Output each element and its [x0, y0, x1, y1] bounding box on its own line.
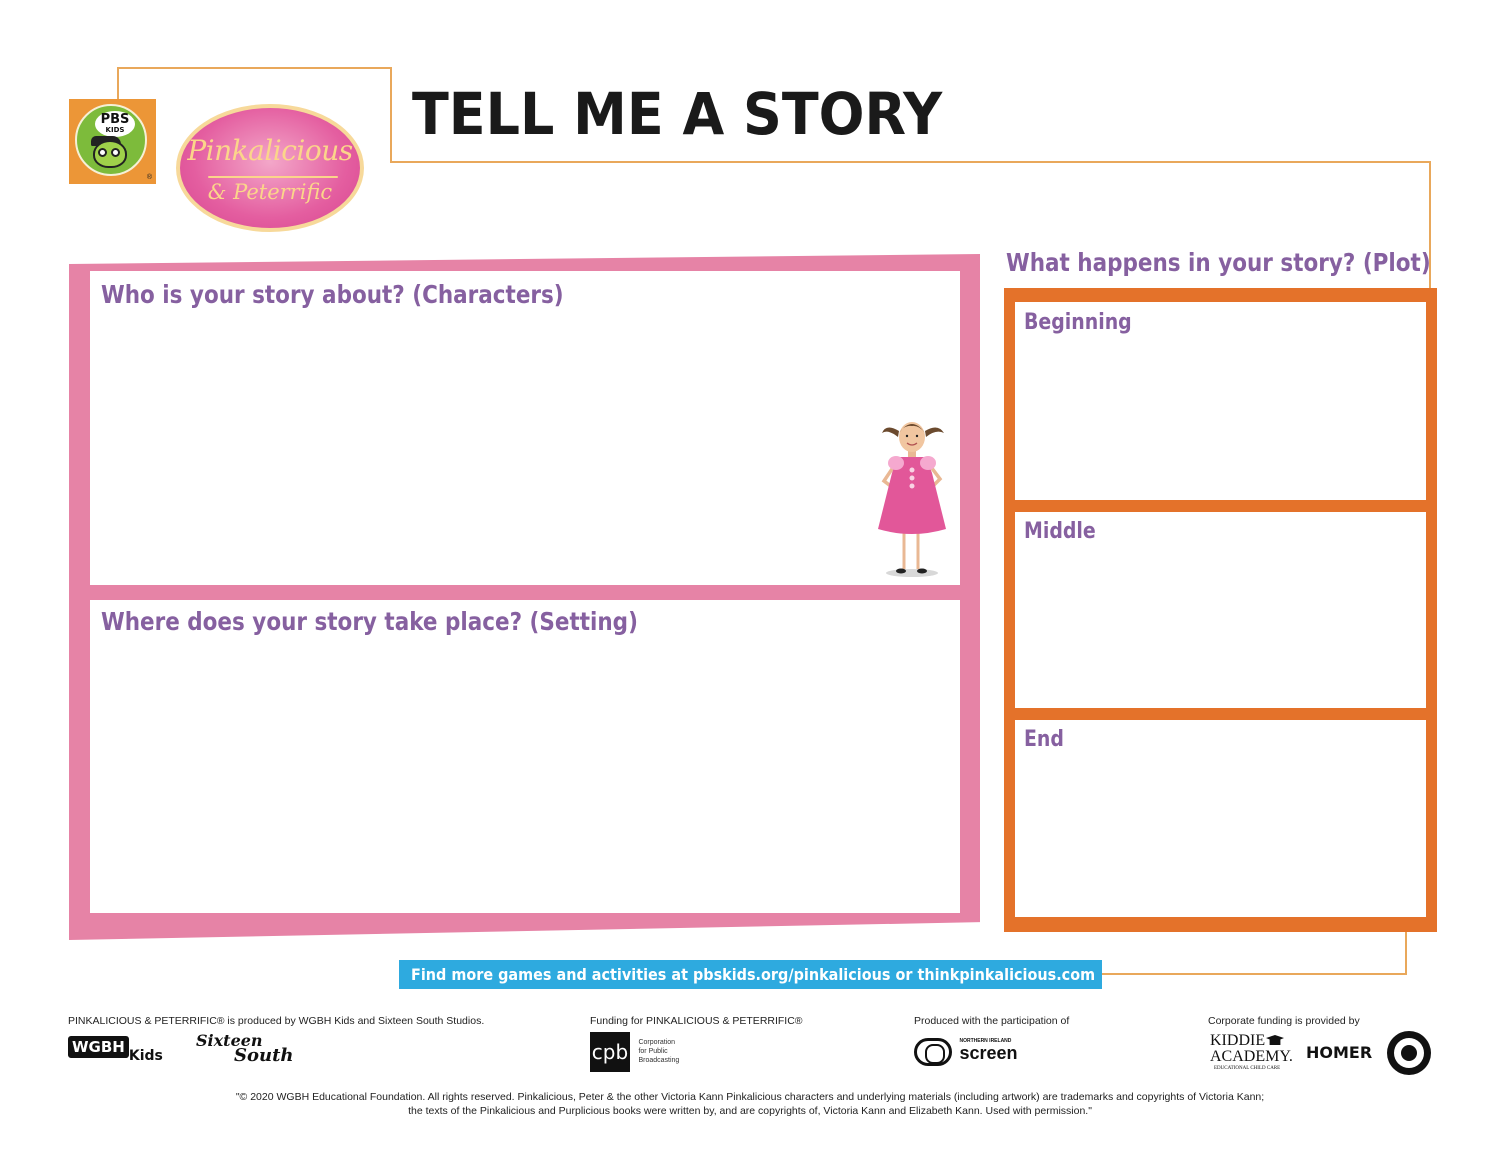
- page-title: TELL ME A STORY: [412, 80, 943, 148]
- pbs-logo-text: PBS: [100, 112, 130, 127]
- beginning-box[interactable]: [1015, 302, 1426, 500]
- cpb-line3: Broadcasting: [638, 1057, 680, 1064]
- beginning-heading: Beginning: [1024, 310, 1132, 335]
- pinkalicious-character-illustration: [874, 413, 952, 583]
- ni-screen-text: screen: [959, 1043, 1018, 1063]
- cpb-line1: Corporation: [638, 1039, 676, 1046]
- south-logo-text: South: [234, 1045, 294, 1066]
- wgbh-logo-text: WGBH: [68, 1036, 129, 1058]
- registered-mark: ®: [146, 174, 152, 181]
- kids-logo-text: KIDS: [105, 126, 125, 134]
- cpb-mark: cpb: [590, 1032, 630, 1072]
- connector-line: [117, 67, 391, 69]
- eye-icon: [98, 148, 107, 157]
- more-activities-banner[interactable]: [399, 960, 1102, 989]
- end-box[interactable]: [1015, 720, 1426, 917]
- kids-logo-text: Kids: [128, 1048, 163, 1064]
- copyright-line1: "© 2020 WGBH Educational Foundation. All rights reserved. Pinkalicious, Peter & the other Victoria Kann Pinkalicious characters and underlying materials (including artwork) are trademarks and copyrights of Victoria Kann;: [235, 1091, 1265, 1103]
- connector-line: [390, 161, 1430, 163]
- connector-line: [1102, 973, 1407, 975]
- pbs-kids-logo: [69, 99, 156, 184]
- ni-screen-icon: [914, 1038, 952, 1066]
- logo-swoosh: [208, 176, 338, 178]
- copyright-notice: [150, 1090, 1350, 1118]
- plot-heading: What happens in your story? (Plot): [1006, 248, 1431, 277]
- dash-face-icon: [93, 140, 127, 168]
- pbs-kids-badge: [75, 104, 147, 176]
- middle-heading: Middle: [1024, 519, 1096, 544]
- characters-box[interactable]: [90, 271, 960, 585]
- wgbh-kids-logo: [68, 1036, 163, 1064]
- sixteen-south-logo: [196, 1031, 294, 1066]
- sixteen-logo-text: Sixteen: [196, 1031, 263, 1050]
- banner-text: Find more games and activities at pbskids.org/pinkalicious or thinkpinkalicious.com: [411, 965, 1096, 984]
- academy-text: ACADEMY.: [1210, 1048, 1293, 1065]
- homer-logo: HOMER: [1306, 1043, 1373, 1062]
- end-heading: End: [1024, 727, 1064, 752]
- kiddie-text: KIDDIE: [1210, 1032, 1266, 1049]
- connector-line: [117, 67, 119, 100]
- setting-heading: Where does your story take place? (Setting): [101, 607, 638, 636]
- kiddie-tagline: EDUCATIONAL CHILD CARE: [1214, 1066, 1281, 1071]
- corporate-funding-credit: Corporate funding is provided by: [1208, 1015, 1360, 1027]
- target-logo-icon: [1387, 1031, 1431, 1075]
- produced-by-credit: PINKALICIOUS & PETERRIFIC® is produced by WGBH Kids and Sixteen South Studios.: [68, 1015, 485, 1027]
- pinkalicious-peterrific-logo: [176, 104, 364, 232]
- characters-heading: Who is your story about? (Characters): [101, 280, 564, 309]
- show-logo-line1: Pinkalicious: [187, 134, 353, 167]
- cpb-line2: for Public: [638, 1048, 668, 1055]
- pbs-speech-bubble: [95, 111, 135, 137]
- northern-ireland-screen-logo: [914, 1038, 1018, 1066]
- show-logo-line2: & Peterrific: [207, 180, 333, 204]
- eye-icon: [111, 148, 120, 157]
- setting-box[interactable]: [90, 600, 960, 913]
- connector-line: [1405, 931, 1407, 974]
- connector-line: [390, 67, 392, 162]
- middle-box[interactable]: [1015, 512, 1426, 708]
- funding-credit: Funding for PINKALICIOUS & PETERRIFIC®: [590, 1015, 803, 1027]
- ni-small-text: NORTHERN IRELAND: [959, 1038, 1012, 1044]
- participation-credit: Produced with the participation of: [914, 1015, 1070, 1027]
- cpb-logo: [590, 1032, 679, 1072]
- copyright-line2: the texts of the Pinkalicious and Purplicious books were written by, and are copyrights of, Victoria Kann and Elizabeth Kann. Used with permission.": [408, 1105, 1092, 1117]
